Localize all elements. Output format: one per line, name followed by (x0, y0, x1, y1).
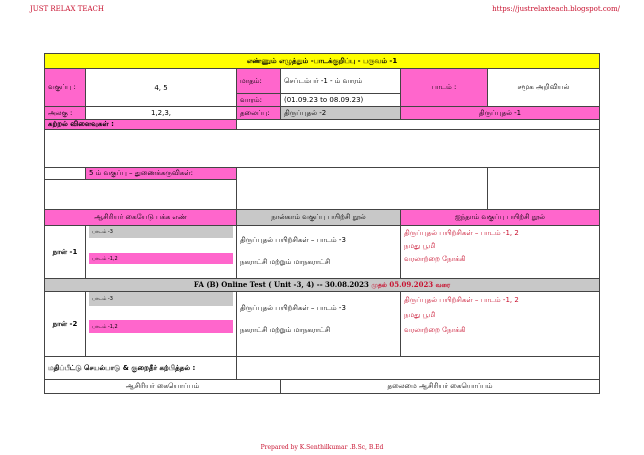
topic-value-grade5: திருப்புதல் -1 (401, 107, 600, 120)
day2-grade5-line1: திருப்புதல் பயிற்சிகள் – பாடம் -1, 2 (404, 296, 519, 304)
month-value: செப்டம்பர் -1 - ம் வாரம் (281, 69, 401, 94)
day1-grade5-line1: திருப்புதல் பயிற்சிகள் – பாடம் -1, 2 (404, 229, 519, 237)
subject-label: பாடம் : (401, 69, 488, 107)
site-name: JUST RELAX TEACH (30, 5, 104, 13)
day1-grade5-line3: வரலாற்றை நோக்கி (404, 255, 466, 263)
day2-label: நாள் -2 (45, 292, 86, 357)
day2-grade5 (401, 292, 600, 357)
week-value: (01.09.23 to 08.09.23) (281, 94, 401, 107)
fa-from: முதல் (371, 282, 387, 289)
day2-grade5-line3: வரலாற்றை நோக்கி (404, 326, 466, 334)
day2-grade5-line2: நமது பூமி (404, 311, 436, 319)
week-label: வாரம்: (237, 94, 281, 107)
aids-blank (45, 180, 237, 210)
head-signature: தலைமை ஆசிரியர் கையொப்பம் (281, 380, 600, 394)
topic-label: தலைப்பு: (237, 107, 281, 120)
day1-grade4-line1: திருப்புதல் பயிற்சிகள் – பாடம் -3 (240, 236, 346, 244)
day2-grade4-line1: திருப்புதல் பயிற்சிகள் – பாடம் -3 (240, 304, 346, 312)
outcomes-area (45, 130, 600, 168)
level-label: அலகு : (45, 107, 86, 120)
day2-ref-gap2 (89, 333, 233, 356)
col-teacher-guide: ஆசிரியர் கையேடு பக்க எண் (45, 210, 237, 226)
aids-label: 5 ம் வகுப்பு – துணைக்கருவிகள்: (86, 168, 237, 180)
lesson-plan-table (44, 53, 600, 394)
aids-area-right (488, 168, 600, 210)
level-value: 1,2,3, (86, 107, 237, 120)
aids-area (237, 168, 488, 210)
day1-label: நாள் -1 (45, 226, 86, 279)
outcomes-label: கற்றல் விளைவுகள் : (45, 120, 237, 130)
class-label: வகுப்பு : (45, 69, 86, 107)
day2-ref-gap (89, 306, 233, 320)
day1-grade4-line2: நகராட்சி மற்றும் மாநகராட்சி (240, 258, 331, 266)
topic-value-grade4: திருப்புதல் -2 (281, 107, 401, 120)
day2-ref2: பாடம் -1,2 (89, 320, 233, 333)
teacher-signature: ஆசிரியர் கையொப்பம் (45, 380, 281, 394)
fa-to: வரை (435, 282, 451, 289)
eval-area (237, 357, 600, 380)
col-grade4-book: நான்காம் வகுப்பு பயிற்சி நூல் (237, 210, 401, 226)
day1-ref2: பாடம் -1,2 (89, 253, 233, 264)
day2-grade4-line2: நகராட்சி மற்றும் மாநகராட்சி (240, 326, 331, 334)
month-label: மாதம்: (237, 69, 281, 94)
day1-ref1: பாடம் -3 (89, 226, 233, 238)
fa-date: 05.09.2023 (389, 280, 434, 289)
col-grade5-book: ஐந்தாம் வகுப்பு பயிற்சி நூல் (401, 210, 600, 226)
subject-value: சமூக அறிவியல் (488, 69, 600, 107)
fa-text: FA (B) Online Test ( Unit -3, 4) -- 30.08.2023 (193, 280, 369, 289)
class-value: 4, 5 (86, 69, 237, 107)
day2-ref1: பாடம் -3 (89, 292, 233, 306)
eval-label: மதிப்பீட்டு செயல்பாடு & குறைதீர் கற்பித்தல் : (45, 357, 237, 380)
day2-refs (86, 292, 237, 357)
plan-title: எண்ணும் எழுத்தும் -பாடக்குறிப்பு - பருவம் -1 (45, 54, 600, 69)
fa-banner (45, 279, 600, 292)
day1-grade5 (401, 226, 600, 279)
outcomes-blank (237, 120, 600, 130)
prepared-by: Prepared by K.Senthilkumar .B.Sc, B.Ed (260, 444, 384, 451)
site-url[interactable]: https://justrelaxteach.blogspot.com/ (492, 5, 620, 13)
day1-grade4 (237, 226, 401, 279)
day1-ref-gap (89, 238, 233, 253)
day2-grade4 (237, 292, 401, 357)
day1-ref-gap2 (89, 264, 233, 278)
aids-spacer (45, 168, 86, 180)
day1-grade5-line2: நமது பூமி (404, 242, 436, 250)
day1-refs (86, 226, 237, 279)
